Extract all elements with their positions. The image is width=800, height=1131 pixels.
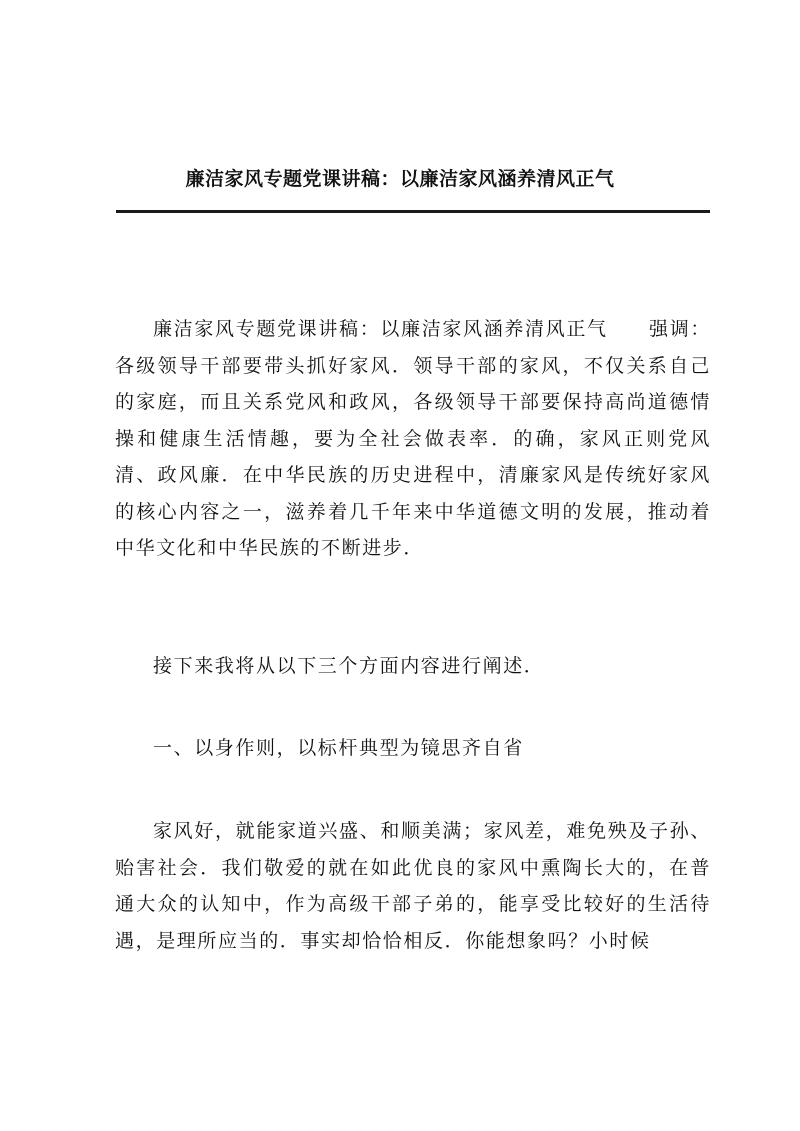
document-title: 廉洁家风专题党课讲稿：以廉洁家风涵养清风正气 [185, 168, 615, 190]
paragraph-outline: 接下来我将从以下三个方面内容进行阐述． [153, 655, 545, 677]
paragraph-family-style: 家风好，就能家道兴盛、和顺美满；家风差，难免殃及子孙、贻害社会．我们敬爱的就在如此优良的家风中熏陶长大的，在普通大众的认知中，作为高级干部子弟的，能享受比较好的生活待遇，是理所应当的．事实却恰恰相反．你能想象吗？小时候 [115, 820, 711, 952]
section-heading-1: 一、以身作则，以标杆典型为镜思齐自省 [153, 737, 524, 759]
paragraph-intro: 廉洁家风专题党课讲稿：以廉洁家风涵养清风正气 强调：各级领导干部要带头抓好家风．领导干部的家风，不仅关系自己的家庭，而且关系党风和政风，各级领导干部要保持高尚道德情操和健康生活情趣，要为全社会做表率．的确，家风正则党风清、政风廉．在中华民族的历史进程中，清廉家风是传统好家风的核心内容之一，滋养着几千年来中华道德文明的发展，推动着中华文化和中华民族的不断进步． [115, 318, 711, 559]
title-underline [116, 210, 710, 213]
